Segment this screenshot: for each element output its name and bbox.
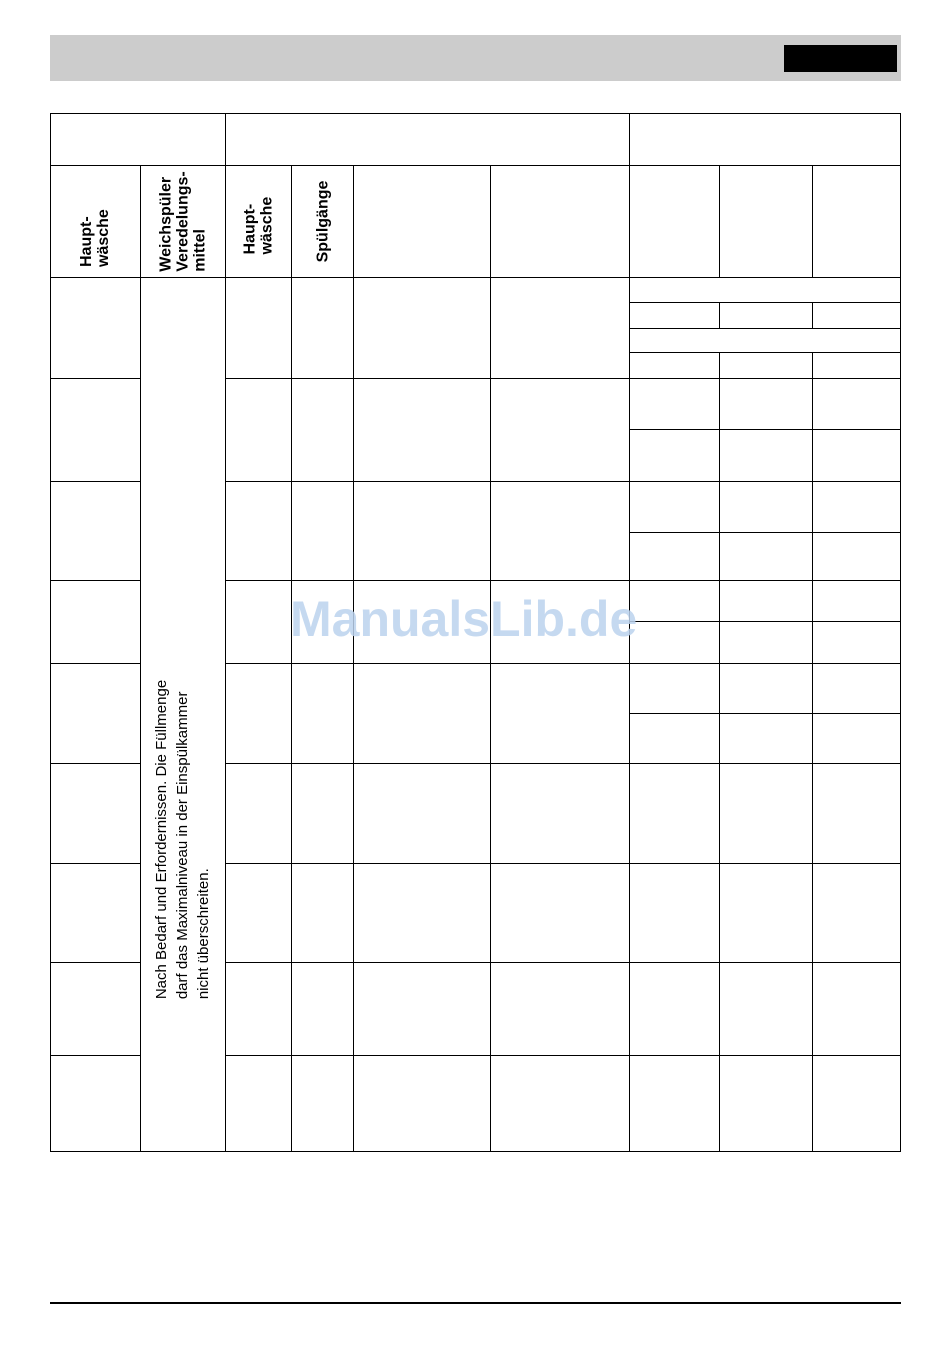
col-header-spuelgaenge-text: Spülgänge — [314, 180, 331, 263]
note-line3: nicht überschreiten. — [195, 868, 213, 1000]
col-header-weichspueler-line3: mittel — [191, 229, 209, 272]
col-header-hauptwaesche-2-line1: Haupt- — [241, 203, 259, 254]
col-header-hauptwaesche-1-line1: Haupt- — [78, 215, 95, 267]
col-header-weichspueler-line2: Veredelungs- — [174, 171, 192, 272]
col-header-spuelgaenge — [292, 166, 353, 277]
col-header-weichspueler-line1: Weichspüler — [157, 176, 175, 272]
col-header-hauptwaesche-1 — [50, 166, 140, 277]
footer-rule — [50, 1302, 901, 1304]
note-line1: Nach Bedarf und Erfordernissen. Die Füllmenge — [153, 679, 171, 1000]
weichspueler-note — [141, 278, 225, 1151]
col-header-hauptwaesche-2-line2: wäsche — [258, 196, 276, 254]
col-header-hauptwaesche-1-line2: wäsche — [95, 208, 112, 267]
note-line2: darf das Maximalniveau in der Einspülkammer — [174, 691, 192, 1000]
col-header-weichspueler — [141, 166, 225, 277]
watermark: ManualsLib.de — [290, 591, 638, 647]
col-header-hauptwaesche-2 — [226, 166, 291, 277]
